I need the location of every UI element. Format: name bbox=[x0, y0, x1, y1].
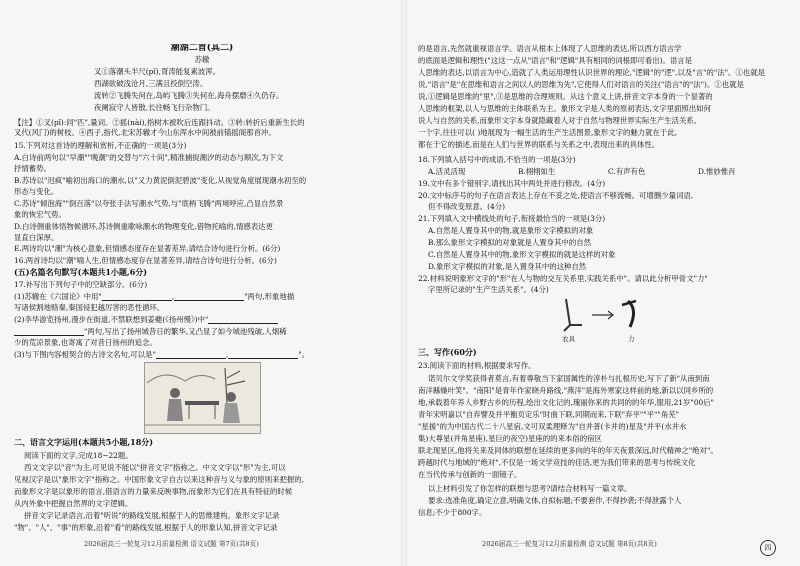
writing-requirements-cont: 信息;不少于800字。 bbox=[418, 508, 487, 517]
page-fold bbox=[401, 0, 407, 566]
question-23: 23.阅读下面的材料,根据要求写作。 bbox=[418, 361, 536, 370]
question-22: 22.材料说明象形文字的"形"在人与物的交互关系里,实践关系中"。请以此分析甲骨文"力" bbox=[418, 274, 708, 283]
figure-label-tool: 农具 bbox=[562, 335, 575, 343]
q17-part-2-cont: "两句,写出了扬州城昔日的繁华,又凸显了如今城池残破,人烟稀 bbox=[14, 327, 390, 336]
question-16: 16.两首诗均以"潮"喻人生,但情感态度存在显著差异,请结合诗句进行分析。(6分) bbox=[14, 256, 277, 265]
poem-line: 叉①落潮头半尺(pǐ),胥涛能复素波浑。 bbox=[94, 67, 221, 76]
q17-part-2: (2)李华游览扬州,漫步在街道,不禁联想到姜夔(《扬州慢》)中" bbox=[14, 315, 390, 324]
question-18: 18.下列填入括号中的成语,不恰当的一项是(3分) bbox=[418, 155, 576, 164]
passage-line: 西文文字以"音"为主,可见说不能以"拼音文字"指称之。中文文字以"形"为主,可以 bbox=[24, 463, 286, 472]
material-line: 南洋縣燥叶笑"。"南阳"是青年作家晓舟路线,"燕洋"是海外寒家这样前的地,新以以同乡所的 bbox=[418, 386, 714, 395]
answer-blank[interactable] bbox=[228, 351, 298, 359]
q18-option: B.栩栩如生 bbox=[518, 167, 556, 176]
plough-glyph-icon bbox=[558, 295, 648, 335]
material-line: "星援"的为中国古代二十八星宿,文可双柔理释为"自并普(卡并的)星及"并平(水并水 bbox=[418, 422, 687, 431]
material-line: 青年宋明嘉以"自弃譬及并平衡页定乐"时曲下联,同期而来,下联"弃平""平""角芜" bbox=[418, 410, 680, 419]
passage-line: 见视汉字是以"象形文字"指称之。中国形象文字自古以来这种音与义与象的原则来把握的, bbox=[14, 475, 304, 484]
question-19: 19.文中有多个错别字,请找出其中两处并进行修改。(4分) bbox=[418, 179, 606, 188]
poem-note: 【注】①叉(pǐ):同"匹",量词。②摇(nài),指树木被吹后连跟抖动。③转:转折后重新生长的 bbox=[14, 118, 305, 127]
q15-option: 显直白深厚。 bbox=[14, 233, 59, 242]
section-3-heading: 三、写作(60分) bbox=[418, 348, 477, 357]
writing-prompt: 以上材料引发了你怎样的联想与思考?请结合材料写一篇文章。 bbox=[428, 484, 632, 493]
q15-option: A.白诗前两句以"早潮""晚潮"的交替与"六十间",精准捕捉潮汐的动态与顺次,为下文 bbox=[14, 153, 284, 162]
question-15: 15.下列对这首诗的理解和赏析,不正确的一项是(3分) bbox=[14, 141, 187, 150]
passage-line: 人思维的表达,以语言为中心,造就了人类运用理性认识世界的理论,"逻辑"的"逻",以及"言"的"法"。①也就是 bbox=[418, 68, 766, 77]
answer-blank[interactable] bbox=[208, 316, 278, 324]
q21-option: A.自然是人置身其中的物,就是象形文字模拟的对象 bbox=[428, 226, 594, 235]
answer-blank[interactable] bbox=[14, 328, 84, 336]
footer-right: 2026届高三一轮复习12月质量检测 语文试题 第8页(共8页) bbox=[482, 540, 657, 548]
material-line: 联北现星区,他将关来及同体的联想在延续的更多向的年的年天夜景深远,时代精神之"绝对"。 bbox=[418, 446, 718, 455]
section-2-heading: 二、语言文字运用(本题共5小题,18分) bbox=[14, 438, 154, 447]
q15-option: B.苏诗以"迟疯"喻初出海口的潮水,以"又力黄泥倒泥碧波"变化,从视觉角度展现潮水初至的 bbox=[14, 176, 307, 185]
answer-blank[interactable] bbox=[102, 293, 172, 301]
q18-option: A.活灵活现 bbox=[428, 167, 466, 176]
q21-option: D.象形文字模拟的对象,是人置身其中的这种自然 bbox=[428, 262, 587, 271]
q17-part-1: (1)苏辙在《六国论》中用" , "两句,形象地描 bbox=[14, 292, 295, 301]
passage-line: 的底面是逻辑和理性("这这一点从"语言"和"逻辑"具有相同的词根即可看出)。语言是 bbox=[418, 56, 693, 65]
illustration-drinking-scene bbox=[144, 362, 261, 434]
page-badge: 四 bbox=[760, 540, 776, 556]
footer-left: 2026届高三一轮复习12月质量检测 语文试题 第7页(共8页) bbox=[84, 540, 259, 548]
passage-line: 说,"语言"是"在思维和语言之间以人的思维为先",它使得人们对语言的关注("语言"的"法")。①也就是 bbox=[418, 80, 744, 89]
q15-option: 象的恢宏气势。 bbox=[14, 210, 66, 219]
oracle-bone-figure bbox=[558, 295, 648, 343]
poem-title: 潮湖二首(其二) bbox=[170, 44, 234, 53]
q15-option: C.苏诗"倾泡海""倒百落"以夸张手法写潮水气势,与"底柄飞腾"两境呼应,凸显自然景 bbox=[14, 199, 284, 208]
passage-line: 而象形文字是以象形的语言,借语言的力量来反映事物,而象形为它们在具有特征的时候 bbox=[14, 487, 293, 496]
poem-line: 夜阑寂守人皆散,长往畅飞行杂物门。 bbox=[94, 103, 215, 112]
passage-line: 人思维的框架,以人与思维的主体联系为主。象形文字是人类的原初表达,文字里面照出如何 bbox=[418, 104, 711, 113]
q18-option: D.惟妙惟肖 bbox=[698, 167, 736, 176]
question-20-cont: 但不得改变原意。(4分) bbox=[428, 202, 505, 211]
figure-label-force: 力 bbox=[628, 335, 635, 343]
poem-author: 苏辙 bbox=[194, 55, 210, 64]
question-17: 17.补写出下列句子中的空缺部分。(6分) bbox=[14, 280, 148, 289]
page-right bbox=[418, 0, 788, 566]
section-5-heading: (五)名篇名句默写(本题共1小题,6分) bbox=[14, 268, 148, 277]
material-line: 在当代传承与创新的一面镜子。 bbox=[418, 470, 522, 479]
answer-blank[interactable] bbox=[156, 351, 226, 359]
question-20: 20.文中标序号的句子在语言表达上存在不妥之处,使语言不够流畅。可增删少量词语, bbox=[418, 191, 694, 200]
poem-line: 西湖欲破浅沧月,三满且投倒空涛。 bbox=[94, 79, 208, 88]
passage-line: 都在于它的描述,而是在人们与世界的联系与关系之中,表现出来的具体性。 bbox=[418, 140, 660, 149]
q15-option: 抒情蓄势。 bbox=[14, 164, 51, 173]
passage-line: 拼音文字记录语言,沿着"听说"的路线发展,根据于人的思维建构。象形文字记录 bbox=[24, 511, 280, 520]
material-line: 诺贝尔文学奖获得者莫言,有着尊敬当下家国属性的淳朴与扎根历史,写下了新"从南到南 bbox=[428, 374, 710, 383]
passage-line: 从内外象中把握自然界的文字逻辑。 bbox=[14, 499, 133, 508]
material-line: 跨越时代与地域的"绝对",不仅是一场文学竞技的佳话,更为我们带来的思考与传统文化 bbox=[418, 458, 696, 467]
passage-line: "物"、"人"、"事"的形象,沿着"看"的路线发展,根据于人的形象认知,拼音文字记录 bbox=[14, 523, 278, 532]
q21-option: B.那么象形文字模拟的对象就是人置身其中的自然 bbox=[428, 238, 591, 247]
page-left bbox=[14, 0, 390, 566]
q15-option: E.两诗均以"潮"为核心意象,但情感态度存在显著差异,请结合诗句进行分析。(6分) bbox=[14, 244, 281, 253]
material-line: 集)大尊星(并角星座),星巨的夜空)星座的的来本俗的宿区 bbox=[418, 434, 602, 443]
q18-option: C.有声有色 bbox=[608, 167, 646, 176]
q15-option: D.白诗侧重体悟物候循环,苏诗侧重歌咏潮水的物理变化,借物托喻的,情感表达更 bbox=[14, 222, 273, 231]
passage-line: 一个字,往往可以( )地展现为一幅生活的生产生活图景,象形文字的魅力就在于此, bbox=[418, 128, 678, 137]
question-22-cont: 字里所记录的"生产生活关系"。(4分) bbox=[428, 285, 549, 294]
q15-option: 形态与变化。 bbox=[14, 187, 59, 196]
q17-part-1-cont: 写诸侯割地赂秦,秦国侵犯越厉害的恶性循环。 bbox=[14, 303, 165, 312]
q17-part-3: (3)与下图内容相契合的古诗文名句,可以是" , "。 bbox=[14, 350, 310, 359]
answer-blank[interactable] bbox=[174, 293, 244, 301]
poem-line: 流转②飞腾失何在,岛屿飞腾③失何在,海舟摆磨④久仍存。 bbox=[94, 91, 284, 100]
q17-part-2-cont: 少的荒凉景象,也寄寓了对昔日扬州的追念。 bbox=[14, 338, 157, 347]
reading-intro: 阅读下面的文字,完成18~22题。 bbox=[24, 451, 133, 460]
question-21: 21.下列填入文中横线处的句子,衔接最恰当的一项是(3分) bbox=[418, 214, 606, 223]
passage-line: 说,①逻辑是思维的"里",③是思维的合理规则。从这个意义上讲,拼音文字本身的一个显著的 bbox=[418, 92, 713, 101]
passage-line: 说人与自然的关系,而象形文字本身就隐藏着人对于自然与物理世界实际生产生活关系。 bbox=[418, 116, 702, 125]
ink-painting-icon bbox=[145, 363, 260, 433]
material-line: 地,承载着年养人乡野古乡的历程,绘出文化记的,瑰丽你来的共同的的年华,服用,21岁"00后" bbox=[418, 398, 715, 407]
passage-line: 的是语言,先然就重视语言学。语言从根本上体现了人思维的表达,所以西方语言学 bbox=[418, 44, 682, 53]
poem-note: 叉代(风门)的树枝。④西子,指代,北宋苏辙才今山东浑水中间被前锚摇阁那首冲。 bbox=[14, 128, 276, 137]
q21-option: C.自然是人置身其中的物,象形文字模拟的就是这样的对象 bbox=[428, 250, 616, 259]
writing-requirements: 要求:选准角度,确定立意,明确文体,自拟标题;不要套作,不得抄袭;不得泄露个人 bbox=[428, 496, 682, 505]
